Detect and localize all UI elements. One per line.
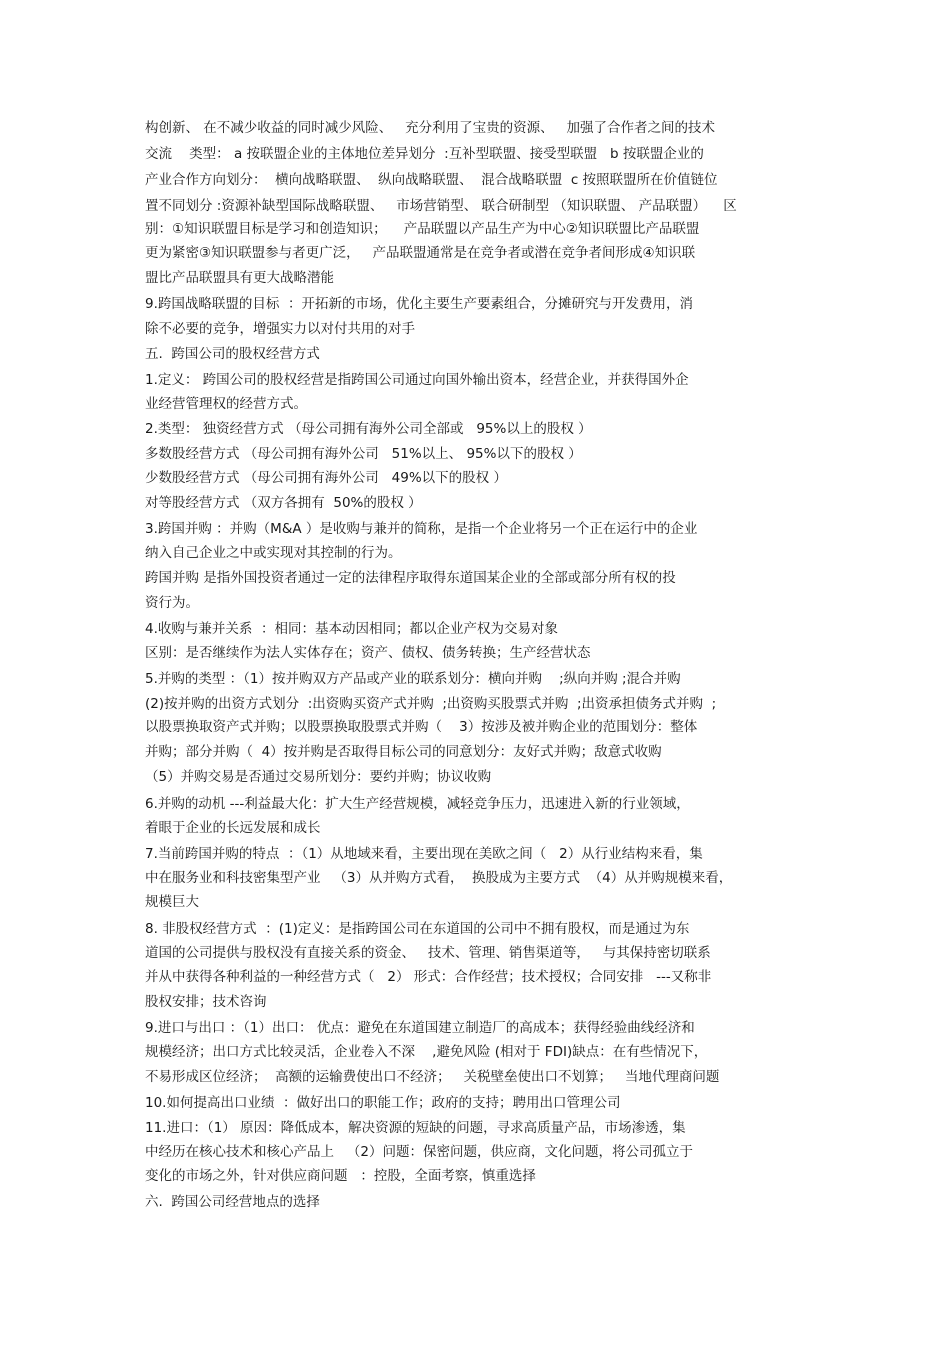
text-line: 9.跨国战略联盟的目标 ：开拓新的市场，优化主要生产要素组合，分摊研究与开发费用，消 [145,296,693,312]
text-line: 3.跨国并购 ：并购（M&A ）是收购与兼并的简称，是指一个企业将另一个正在运行中的企业 [145,521,698,537]
text-line: 产业合作方向划分： 横向战略联盟、 纵向战略联盟、 混合战略联盟 c 按照联盟所在价值链位 [145,172,718,188]
text-line: 10.如何提高出口业绩 ：做好出口的职能工作；政府的支持；聘用出口管理公司 [145,1095,621,1111]
text-line: 交流 类型： a 按联盟企业的主体地位差异划分 :互补型联盟、接受型联盟 b 按联盟企业的 [145,146,704,162]
text-line: 变化的市场之外，针对供应商问题 ：控股，全面考察，慎重选择 [145,1168,536,1184]
text-line: 资行为。 [145,595,199,611]
text-line: 2.类型： 独资经营方式 （母公司拥有海外公司全部或 95%以上的股权 ） [145,421,592,437]
text-line: 少数股经营方式 （母公司拥有海外公司 49%以下的股权 ） [145,470,507,486]
text-line: 业经营管理权的经营方式。 [145,396,307,412]
section-heading: 五. 跨国公司的股权经营方式 [145,346,320,362]
text-line: 5.并购的类型 ：（1）按并购双方产品或产业的联系划分：横向并购 ;纵向并购 ;混合并购 [145,671,681,687]
text-line: 着眼于企业的长远发展和成长 [145,820,321,836]
text-line: 规模巨大 [145,894,199,910]
text-line: 11.进口：（1） 原因：降低成本，解决资源的短缺的问题，寻求高质量产品，市场渗透，集 [145,1120,686,1136]
text-line: 不易形成区位经济； 高额的运输费使出口不经济； 关税壁垒使出口不划算； 当地代理商问题 [145,1069,720,1085]
text-line: 规模经济；出口方式比较灵活，企业卷入不深 ,避免风险 (相对于 FDI)缺点：在有些情况下， [145,1044,708,1060]
text-line: 置不同划分 :资源补缺型国际战略联盟、 市场营销型、 联合研制型 （知识联盟、 产品联盟） 区 [145,198,737,214]
text-line: 以股票换取资产式并购；以股票换取股票式并购（ 3）按涉及被并购企业的范围划分：整体 [145,719,698,735]
text-line: 股权安排；技术咨询 [145,994,267,1010]
text-line: 4.收购与兼并关系 ：相同：基本动因相同；都以企业产权为交易对象 [145,621,558,637]
text-line: 并从中获得各种利益的一种经营方式（ 2） 形式：合作经营；技术授权；合同安排 ---又称非 [145,969,712,985]
text-line: 8. 非股权经营方式 ：(1)定义：是指跨国公司在东道国的公司中不拥有股权，而是通过为东 [145,921,690,937]
text-line: 更为紧密③知识联盟参与者更广泛， 产品联盟通常是在竞争者或潜在竞争者间形成④知识联 [145,245,696,261]
text-line: 中经历在核心技术和核心产品上 （2）问题：保密问题，供应商，文化问题，将公司孤立于 [145,1144,693,1160]
text-line: 9.进口与出口 ：（1）出口： 优点：避免在东道国建立制造厂的高成本；获得经验曲线经济和 [145,1020,695,1036]
text-line: 7.当前跨国并购的特点 ：（1）从地域来看，主要出现在美欧之间（ 2）从行业结构来看，集 [145,846,703,862]
text-line: 别：①知识联盟目标是学习和创造知识； 产品联盟以产品生产为中心②知识联盟比产品联盟 [145,221,700,237]
section-heading: 六. 跨国公司经营地点的选择 [145,1194,320,1210]
text-line: (2)按并购的出资方式划分 :出资购买资产式并购 ;出资购买股票式并购 ;出资承担债务式并购 ; [145,696,717,712]
text-line: 构创新、 在不减少收益的同时减少风险、 充分利用了宝贵的资源、 加强了合作者之间的技术 [145,120,716,136]
text-line: 多数股经营方式 （母公司拥有海外公司 51%以上、 95%以下的股权 ） [145,446,582,462]
text-line: 中在服务业和科技密集型产业 （3）从并购方式看， 换股成为主要方式 （4）从并购规模来看， [145,870,733,886]
text-line: 并购；部分并购（ 4）按并购是否取得目标公司的同意划分：友好式并购；敌意式收购 [145,744,662,760]
text-line: （5）并购交易是否通过交易所划分：要约并购；协议收购 [145,769,492,785]
text-line: 道国的公司提供与股权没有直接关系的资金、 技术、管理、销售渠道等， 与其保持密切联系 [145,945,711,961]
text-line: 除不必要的竞争，增强实力以对付共用的对手 [145,321,415,337]
text-line: 跨国并购 是指外国投资者通过一定的法律程序取得东道国某企业的全部或部分所有权的投 [145,570,676,586]
text-line: 盟比产品联盟具有更大战略潜能 [145,270,334,286]
text-line: 纳入自己企业之中或实现对其控制的行为。 [145,545,402,561]
text-line: 1.定义： 跨国公司的股权经营是指跨国公司通过向国外输出资本，经营企业，并获得国外企 [145,372,689,388]
text-line: 对等股经营方式 （双方各拥有 50%的股权 ） [145,495,422,511]
text-line: 区别：是否继续作为法人实体存在；资产、债权、债务转换；生产经营状态 [145,645,591,661]
text-line: 6.并购的动机 ---利益最大化：扩大生产经营规模，减轻竞争压力，迅速进入新的行业领域， [145,796,690,812]
